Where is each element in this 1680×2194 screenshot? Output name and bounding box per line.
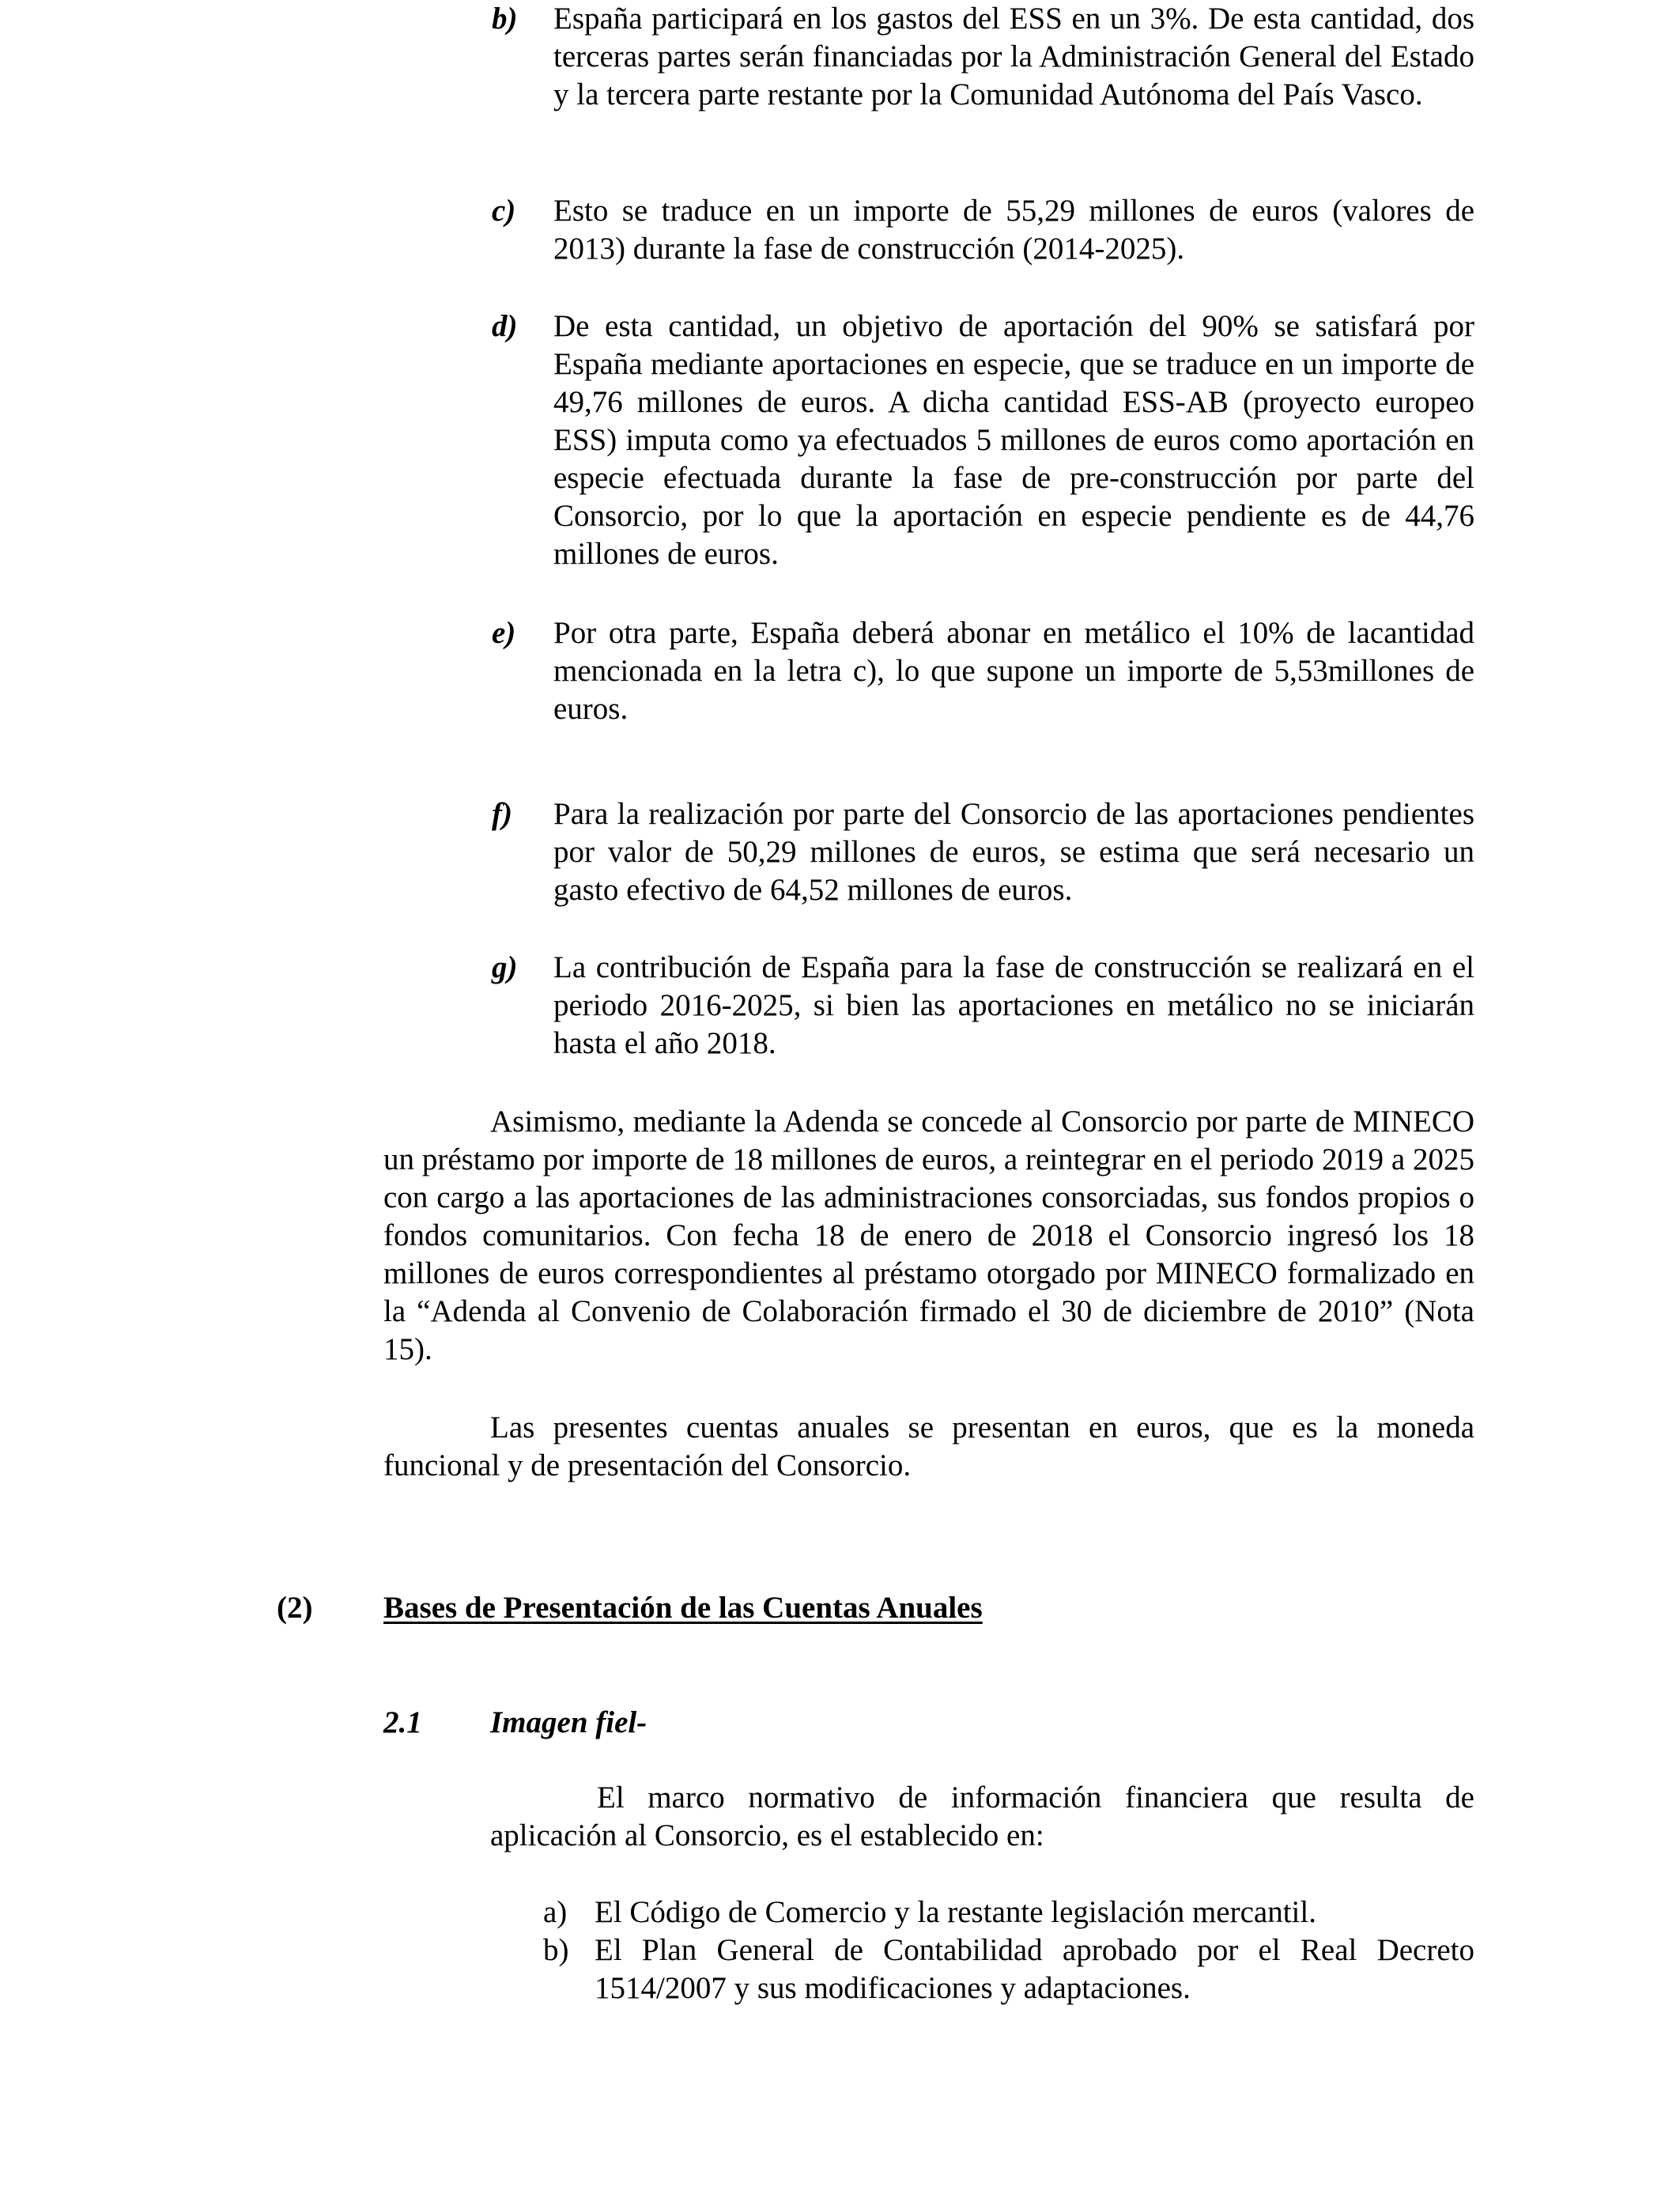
list-item-label: c) xyxy=(492,194,516,228)
list-item-label: e) xyxy=(492,616,516,650)
framework-item-b xyxy=(543,1932,1474,2007)
list-item-label: b) xyxy=(492,2,518,36)
subsection-intro: El marco normativo de información financiera que resulta de aplicación al Consorcio, es el establecido en: xyxy=(490,1781,1474,1852)
list-item-text: Para la realización por parte del Consorcio de las aportaciones pendientes por valor de 50,29 millones de euros, se estima que será necesario un gasto efectivo de 64,52 millones de euros. xyxy=(553,797,1474,907)
list-item-b xyxy=(492,0,1474,114)
list-item-text: El Código de Comercio y la restante legislación mercantil. xyxy=(595,1895,1316,1929)
list-item-e xyxy=(492,614,1474,728)
list-item-label: g) xyxy=(492,950,518,984)
list-item-f xyxy=(492,795,1474,909)
list-item-text: España participará en los gastos del ESS en un 3%. De esta cantidad, dos terceras partes serán financiadas por la Administración General del Estado y la tercera parte restante por la Comunidad Autónoma del País Vasco. xyxy=(553,2,1474,111)
section-number: (2) xyxy=(277,1591,313,1625)
list-item-label: f) xyxy=(492,797,512,831)
paragraph-moneda: Las presentes cuentas anuales se presentan en euros, que es la moneda funcional y de presentación del Consorcio. xyxy=(383,1410,1474,1482)
list-item-label: b) xyxy=(543,1933,569,1967)
section-title: Bases de Presentación de las Cuentas Anuales xyxy=(383,1591,983,1625)
subsection-title: Imagen fiel- xyxy=(490,1705,647,1739)
list-item-d xyxy=(492,308,1474,573)
list-item-text: La contribución de España para la fase de construcción se realizará en el periodo 2016-2025, si bien las aportaciones en metálico no se iniciarán hasta el año 2018. xyxy=(553,950,1474,1060)
subsection-number: 2.1 xyxy=(383,1705,422,1739)
list-item-text: Esto se traduce en un importe de 55,29 millones de euros (valores de 2013) durante la fase de construcción (2014-2025). xyxy=(553,194,1474,266)
list-item-text: Por otra parte, España deberá abonar en metálico el 10% de lacantidad mencionada en la letra c), lo que supone un importe de 5,53millones de euros. xyxy=(553,616,1474,726)
paragraph-adenda: Asimismo, mediante la Adenda se concede al Consorcio por parte de MINECO un préstamo por importe de 18 millones de euros, a reintegrar en el periodo 2019 a 2025 con cargo a las aportaciones de las administraciones consorciadas, sus fondos propios o fondos comunitarios. Con fecha 18 de enero de 2018 el Consorcio ingresó los 18 millones de euros correspondientes al préstamo otorgado por MINECO formalizado en la “Adenda al Convenio de Colaboración firmado el 30 de diciembre de 2010” (Nota 15). xyxy=(383,1105,1474,1366)
list-item-c xyxy=(492,192,1474,268)
list-item-label: a) xyxy=(543,1895,568,1929)
list-item-text: El Plan General de Contabilidad aprobado por el Real Decreto 1514/2007 y sus modificaciones y adaptaciones. xyxy=(595,1933,1474,2005)
list-item-g xyxy=(492,949,1474,1063)
list-item-label: d) xyxy=(492,309,518,343)
list-item-text: De esta cantidad, un objetivo de aportación del 90% se satisfará por España mediante aportaciones en especie, que se traduce en un importe de 49,76 millones de euros. A dicha cantidad ESS-AB (proyecto europeo ESS) imputa como ya efectuados 5 millones de euros como aportación en especie efectuada durante la fase de pre-construcción por parte del Consorcio, por lo que la aportación en especie pendiente es de 44,76 millones de euros. xyxy=(553,309,1474,571)
framework-item-a xyxy=(543,1894,1474,1932)
